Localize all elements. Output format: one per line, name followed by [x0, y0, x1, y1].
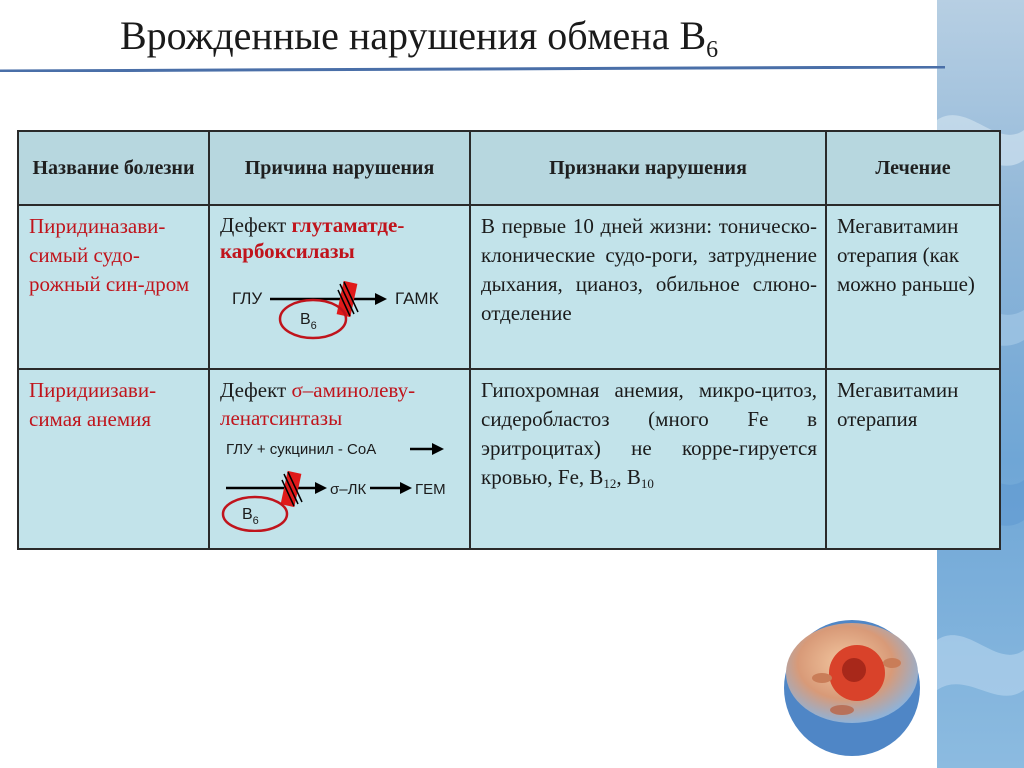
cause-prefix: Дефект	[220, 213, 292, 237]
signs-text: В первые 10 дней жизни: тоническо-клонические судо-роги, затруднение дыхания, цианоз, обильное слюно-отделение	[481, 214, 817, 325]
product-label: ГЕМ	[415, 481, 446, 498]
table-row	[18, 205, 1000, 369]
reaction-diagram	[220, 432, 461, 532]
arrow-head-icon	[375, 293, 387, 305]
cofactor-label: $В_6$	[242, 506, 259, 527]
cofactor-circle	[280, 300, 346, 338]
reaction-diagram	[220, 264, 461, 342]
header-signs: Признаки нарушения	[470, 131, 826, 205]
arrow-head-icon	[400, 482, 412, 494]
substrate-label: ГЛУ	[232, 289, 263, 308]
arrow-head-icon	[432, 443, 444, 455]
cause-enzyme: σ–аминолеву-ленатсинтазы	[220, 378, 416, 430]
signs-cell	[470, 205, 826, 369]
signs-subscript: 12	[603, 476, 617, 491]
product-label: ГАМК	[395, 289, 439, 308]
header-treatment: Лечение	[826, 131, 1000, 205]
cause-cell	[209, 205, 470, 369]
signs-separator: , В	[616, 465, 641, 489]
arrow-head-icon	[315, 482, 327, 494]
disease-name: Пиридиназави-симый судо-рожный син-дром	[29, 214, 190, 296]
disease-name-cell	[18, 369, 209, 549]
cell-illustration	[782, 618, 922, 758]
title-underline	[0, 66, 945, 72]
disease-name: Пиридиизави-симая анемия	[29, 378, 157, 431]
reaction-diagram-graphic	[220, 432, 463, 532]
signs-subscript: 10	[640, 476, 654, 491]
header-cause: Причина нарушения	[209, 131, 470, 205]
signs-cell	[470, 369, 826, 549]
signs-text: Гипохромная анемия, микро-цитоз, сидеробластоз (много Fe в эритроцитах) не корре-гируется кровью, Fe, В	[481, 378, 817, 489]
substrates-label: ГЛУ + сукцинил - СоА	[226, 441, 377, 458]
disorders-table	[17, 130, 1001, 550]
cause-enzyme: глутаматде-карбоксилазы	[220, 213, 405, 263]
table-header-row	[18, 131, 1000, 205]
intermediate-label: σ–ЛК	[330, 481, 367, 498]
cell-nucleolus	[842, 658, 866, 682]
treatment-text: Мегавитамин отерапия (как можно раньше)	[837, 214, 975, 296]
cell-organelle	[812, 673, 832, 683]
table-row	[18, 369, 1000, 549]
treatment-text: Мегавитамин отерапия	[837, 378, 959, 431]
cell-organelle	[883, 658, 901, 668]
disease-name-cell	[18, 205, 209, 369]
cause-prefix: Дефект	[220, 378, 292, 402]
reaction-diagram-graphic	[220, 264, 463, 344]
page-title: Врожденные нарушения обмена $В_6$	[120, 13, 719, 63]
cell-organelle	[830, 705, 854, 715]
treatment-cell	[826, 205, 1000, 369]
cofactor-label: $В_6$	[300, 311, 317, 332]
treatment-cell	[826, 369, 1000, 549]
cause-cell	[209, 369, 470, 549]
header-disease-name: Название болезни	[18, 131, 209, 205]
